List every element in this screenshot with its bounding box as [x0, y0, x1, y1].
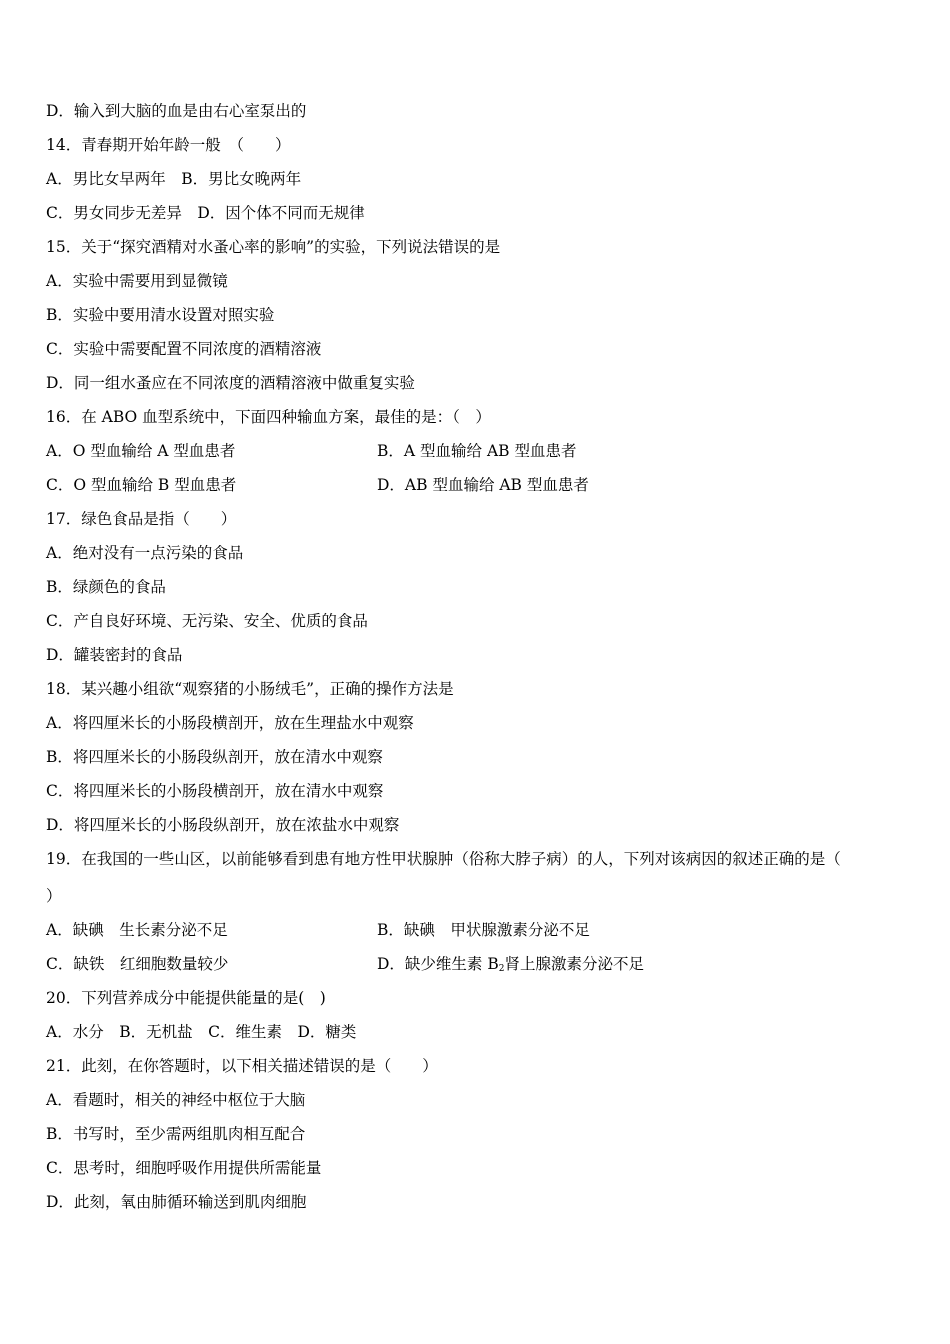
- q14-options-ab: A．男比女早两年 B．男比女晚两年: [46, 170, 302, 188]
- q16-row-cd: [46, 473, 589, 497]
- q18-option-b: B．将四厘米长的小肠段纵剖开，放在清水中观察: [46, 748, 383, 766]
- q16-option-b: B．A 型血输给 AB 型血患者: [377, 442, 577, 460]
- q13-option-d: D．输入到大脑的血是由右心室泵出的: [46, 102, 307, 120]
- q21-stem: 21．此刻，在你答题时，以下相关描述错误的是（ ）: [46, 1057, 438, 1075]
- q18-option-d: D．将四厘米长的小肠段纵剖开，放在浓盐水中观察: [46, 816, 400, 834]
- q21-option-d: D．此刻，氧由肺循环输送到肌肉细胞: [46, 1193, 307, 1211]
- q19-option-d: [377, 952, 644, 981]
- q17-option-b: B．绿颜色的食品: [46, 578, 166, 596]
- q18-option-c: C．将四厘米长的小肠段横剖开，放在清水中观察: [46, 782, 384, 800]
- q19-option-a: A．缺碘 生长素分泌不足: [46, 921, 228, 939]
- q15-option-d: D．同一组水蚤应在不同浓度的酒精溶液中做重复实验: [46, 374, 415, 392]
- q14-stem: 14．青春期开始年龄一般 （ ）: [46, 136, 291, 154]
- q19-row-cd: [46, 952, 644, 976]
- q19-option-d-prefix: D．缺少维生素 B: [377, 955, 499, 973]
- q19-row-ab: [46, 918, 590, 942]
- q18-option-a: A．将四厘米长的小肠段横剖开，放在生理盐水中观察: [46, 714, 414, 732]
- q17-option-d: D．罐装密封的食品: [46, 646, 183, 664]
- q19-option-b: B．缺碘 甲状腺激素分泌不足: [377, 921, 590, 939]
- q17-option-c: C．产自良好环境、无污染、安全、优质的食品: [46, 612, 368, 630]
- q16-stem: 16．在 ABO 血型系统中，下面四种输血方案，最佳的是：（ ）: [46, 408, 491, 426]
- q15-stem: 15．关于“探究酒精对水蚤心率的影响”的实验，下列说法错误的是: [46, 238, 501, 256]
- q16-option-c: C．O 型血输给 B 型血患者: [46, 476, 237, 494]
- q15-option-a: A．实验中需要用到显微镜: [46, 272, 228, 290]
- q16-option-d: D．AB 型血输给 AB 型血患者: [377, 476, 589, 494]
- q16-option-a: A．O 型血输给 A 型血患者: [46, 442, 236, 460]
- q19-option-d-suffix: 肾上腺激素分泌不足: [504, 955, 644, 973]
- q21-option-b: B．书写时，至少需两组肌肉相互配合: [46, 1125, 306, 1143]
- q19-option-d-subscript: 2: [498, 964, 505, 974]
- q20-options: A．水分 B．无机盐 C．维生素 D．糖类: [46, 1023, 357, 1041]
- q18-stem: 18．某兴趣小组欲“观察猪的小肠绒毛”，正确的操作方法是: [46, 680, 454, 698]
- q15-option-b: B．实验中要用清水设置对照实验: [46, 306, 275, 324]
- q19-stem-continued: ）: [46, 887, 62, 905]
- q16-row-ab: [46, 439, 577, 463]
- q19-option-c: C．缺铁 红细胞数量较少: [46, 955, 229, 973]
- q21-option-c: C．思考时，细胞呼吸作用提供所需能量: [46, 1159, 322, 1177]
- q17-option-a: A．绝对没有一点污染的食品: [46, 544, 244, 562]
- q17-stem: 17．绿色食品是指（ ）: [46, 510, 237, 528]
- q14-options-cd: C．男女同步无差异 D．因个体不同而无规律: [46, 204, 365, 222]
- q15-option-c: C．实验中需要配置不同浓度的酒精溶液: [46, 340, 322, 358]
- q19-stem: 19．在我国的一些山区，以前能够看到患有地方性甲状腺肿（俗称大脖子病）的人，下列对该病因的叙述正确的是（: [46, 850, 841, 868]
- q21-option-a: A．看题时，相关的神经中枢位于大脑: [46, 1091, 306, 1109]
- q20-stem: 20．下列营养成分中能提供能量的是( ): [46, 989, 326, 1007]
